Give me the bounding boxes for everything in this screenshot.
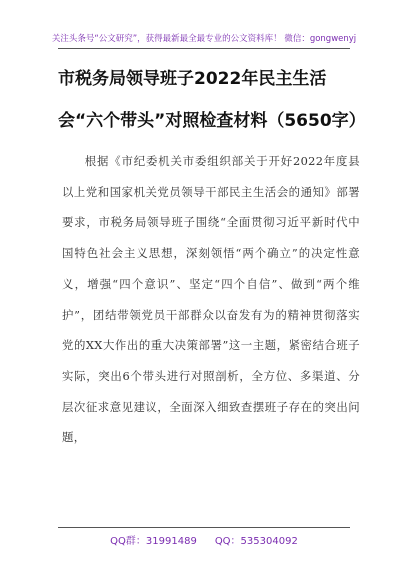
header-note: 关注头条号“公文研究”，获得最新最全最专业的公文资料库！ 微信：gongwenyj xyxy=(51,34,357,44)
document-title: 市税务局领导班子2022年民主生活会“六个带头”对照检查材料（5650字） xyxy=(58,69,366,131)
document-body: 根据《市纪委机关市委组织部关于开好2022年度县以上党和国家机关党员领导干部民主生活会的通知》部署要求，市税务局领导班子围绕“全面贯彻习近平新时代中国特色社会主义思想，深刻领悟“两个确立”的决定性意义，增强“四个意识”、坚定“四个自信”、做到“两个维护”，团结带领党员干部群众以奋发有为的精神贯彻落实党的XX大作出的重大决策部署”这一主题，紧密结合班子实际，突出6个带头进行对照剖析，全方位、多渠道、分层次征求意见建议，全面深入细致查摆班子存在的突出问题， xyxy=(62,154,360,445)
header-divider xyxy=(58,48,350,49)
footer-qq-group: QQ群：31991489 xyxy=(110,536,197,547)
footer-qq-number: QQ：535304092 xyxy=(214,536,298,547)
footer-divider xyxy=(58,527,350,528)
footer-contact xyxy=(0,532,408,547)
